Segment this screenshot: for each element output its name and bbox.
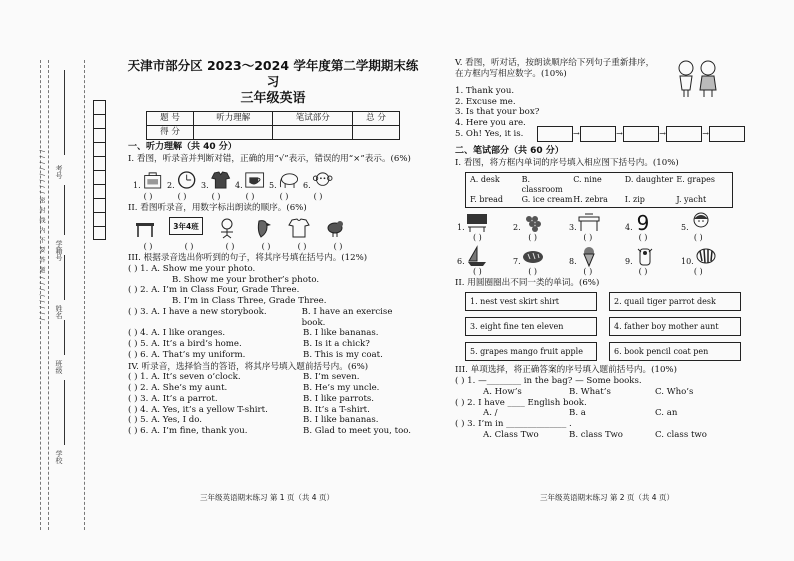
answer-blank[interactable]: ( ) xyxy=(177,192,187,202)
choice-question[interactable]: ( ) 1. —________ in the bag? — Some books. xyxy=(455,376,642,387)
picture-number: 3. xyxy=(569,222,577,232)
picture-item xyxy=(569,211,621,233)
school-line[interactable] xyxy=(64,380,65,445)
picture-number: 4. xyxy=(625,222,633,232)
option-a: ( ) 4. A. I like oranges. xyxy=(128,328,226,339)
word-option: H. zebra xyxy=(573,194,608,204)
option-a: ( ) 2. A. She’s my aunt. xyxy=(128,383,228,394)
word-group[interactable]: 6. book pencil coat pen xyxy=(609,342,741,361)
listening-q4-item[interactable] xyxy=(128,415,418,426)
listening-q4-item[interactable] xyxy=(128,394,418,405)
word-option: G. ice cream xyxy=(521,194,573,204)
page-footer-left: 三年级英语期末练习 第 1 页（共 4 页） xyxy=(200,493,334,502)
answer-blank[interactable]: ( ) xyxy=(583,232,593,242)
listening-q5-sentence: 2. Excuse me. xyxy=(455,96,516,107)
bread-icon xyxy=(521,245,545,267)
student-id-line[interactable] xyxy=(64,185,65,235)
listening-q4-item[interactable] xyxy=(128,383,418,394)
score-table xyxy=(146,111,400,140)
writing-heading: 二、笔试部分（共 60 分） xyxy=(455,145,564,156)
teacup-icon xyxy=(244,169,265,191)
answer-blank[interactable]: ( ) xyxy=(638,232,648,242)
option-a: ( ) 6. A. I’m fine, thank you. xyxy=(128,425,248,436)
word-group[interactable]: 2. quail tiger parrot desk xyxy=(609,292,741,311)
option-b: B. I like bananas. xyxy=(303,415,379,426)
tshirt-icon xyxy=(287,217,311,239)
writing-q2-instruction: II. 用圆圈圈出不同一类的单词。(6%) xyxy=(455,277,600,288)
nine-digit-icon: 9 xyxy=(636,210,650,235)
option-a: ( ) 5. A. It’s a bird’s home. xyxy=(128,339,242,350)
answer-blank[interactable]: ( ) xyxy=(225,242,235,252)
score-header-cell: 笔试部分 xyxy=(273,111,352,125)
listening-q3-item[interactable] xyxy=(128,307,418,328)
listening-q3-item[interactable] xyxy=(128,328,418,339)
daughter-icon xyxy=(689,211,713,233)
picture-number: 3. xyxy=(201,181,209,191)
picture-item xyxy=(681,245,733,267)
picture-item xyxy=(133,167,163,191)
listening-q2-pictures xyxy=(133,217,418,241)
word-option: I. zip xyxy=(624,194,645,204)
margin-dashed-line xyxy=(48,60,49,530)
option-b: B. He’s my uncle. xyxy=(303,383,380,394)
word-option: J. yacht xyxy=(676,194,707,204)
word-group[interactable]: 1. nest vest skirt shirt xyxy=(465,292,597,311)
grapes-icon xyxy=(521,211,545,233)
option-a: ( ) 4. A. Yes, it’s a yellow T-shirt. xyxy=(128,404,268,415)
listening-q4-item[interactable] xyxy=(128,426,418,437)
answer-blank[interactable]: ( ) xyxy=(333,242,343,252)
writing-q1-answers-row1 xyxy=(473,233,745,243)
picture-number: 6. xyxy=(457,256,465,266)
listening-q3-item-b: B. Show me your brother’s photo. xyxy=(172,274,320,285)
arrow-icon: → xyxy=(616,128,623,138)
listening-q4-instruction: IV. 听录音，选择恰当的答语，将其序号填入题前括号内。(6%) xyxy=(128,361,369,372)
shirt-icon xyxy=(210,169,231,191)
option-b: B. I have an exercise book. xyxy=(301,306,393,328)
listening-q3-item-b: B. I’m in Class Three, Grade Three. xyxy=(172,296,327,307)
answer-blank[interactable]: ( ) xyxy=(279,192,289,202)
label-student-id: 学籍号 xyxy=(55,240,63,261)
zip-icon xyxy=(633,245,657,267)
option-b: B. I like bananas. xyxy=(303,328,379,339)
word-option: E. grapes xyxy=(676,174,715,184)
choice-options xyxy=(455,408,745,419)
option-a: ( ) 5. A. Yes, I do. xyxy=(128,415,203,426)
listening-q2-instruction: II. 看图听录音，用数字标出朗读的顺序。(6%) xyxy=(128,203,307,214)
desk-icon xyxy=(133,217,157,239)
score-label-cell: 得 分 xyxy=(147,125,194,139)
word-option: C. nine xyxy=(573,174,602,184)
answer-blank[interactable]: ( ) xyxy=(261,242,271,252)
clock-icon xyxy=(176,169,197,191)
option-a: ( ) 1. A. It’s seven o’clock. xyxy=(128,372,241,383)
classroom-icon xyxy=(465,211,489,233)
bag-icon xyxy=(142,169,163,191)
word-group[interactable]: 5. grapes mango fruit apple xyxy=(465,342,597,361)
writing-q1-answers-row2 xyxy=(473,267,745,277)
score-header-cell: 总 分 xyxy=(352,111,399,125)
picture-number: 9. xyxy=(625,256,633,266)
score-header-cell: 题 号 xyxy=(147,111,194,125)
answer-blank[interactable]: ( ) xyxy=(143,242,153,252)
score-input-cell[interactable] xyxy=(352,125,399,139)
picture-number: 2. xyxy=(513,222,521,232)
option-b: B. I like parrots. xyxy=(303,393,375,404)
choice-question[interactable]: ( ) 2. I have ____ English book. xyxy=(455,397,587,408)
answer-blank[interactable]: ( ) xyxy=(184,242,194,252)
listening-q3-item[interactable] xyxy=(128,339,418,350)
boy-icon xyxy=(215,217,239,239)
listening-q3-item[interactable] xyxy=(128,264,418,275)
picture-item xyxy=(457,211,509,233)
odd-one-out-groups xyxy=(465,292,745,361)
bird-icon xyxy=(323,217,347,239)
word-group[interactable]: 4. father boy mother aunt xyxy=(609,317,741,336)
order-box[interactable] xyxy=(709,126,745,142)
picture-number: 2. xyxy=(167,181,175,191)
listening-heading: 一、听力理解（共 40 分） xyxy=(128,141,237,152)
listening-q5-sentence: 1. Thank you. xyxy=(455,86,515,96)
picture-number: 7. xyxy=(513,256,521,266)
ice-cream-icon xyxy=(577,245,601,267)
answer-blank[interactable]: ( ) xyxy=(297,242,307,252)
word-group[interactable]: 3. eight fine ten eleven xyxy=(465,317,597,336)
arrow-icon: → xyxy=(702,128,709,138)
score-input-cell[interactable] xyxy=(273,125,352,139)
picture-item xyxy=(513,211,565,233)
listening-q3-item[interactable] xyxy=(128,350,418,361)
label-school: 学校 xyxy=(55,450,63,464)
choice-options xyxy=(455,387,745,398)
score-header-cell: 听力理解 xyxy=(194,111,273,125)
picture-item xyxy=(235,167,265,191)
choice-option: B. What’s xyxy=(569,386,611,397)
choice-option: C. an xyxy=(655,408,678,419)
exam-subtitle: 三年级英语 xyxy=(240,91,306,107)
label-exam-number: 考号 xyxy=(55,165,63,179)
listening-q3-instruction: III. 根据录音选出你听到的句子，将其序号填在括号内。(12%) xyxy=(128,253,368,264)
option-b: B. I’m seven. xyxy=(303,372,360,383)
option-a: ( ) 1. A. Show me your photo. xyxy=(128,263,256,274)
listening-q1-answers xyxy=(133,192,418,202)
arrow-icon: → xyxy=(573,128,580,138)
answer-blank[interactable]: ( ) xyxy=(693,232,703,242)
picture-item xyxy=(303,167,333,191)
picture-item xyxy=(569,245,621,267)
choice-question[interactable]: ( ) 3. I’m in ______________ . xyxy=(455,419,572,430)
order-box[interactable] xyxy=(580,126,616,142)
listening-q5-sentence: 4. Here you are. xyxy=(455,118,526,129)
answer-blank[interactable]: ( ) xyxy=(693,266,703,276)
listening-q5-instruction: V. 看图，听对话，按朗读顺序给下列句子重新排序，在方框内写相应数字。(10%) xyxy=(455,58,655,79)
picture-item xyxy=(201,167,231,191)
picture-item xyxy=(625,211,677,233)
listening-q5-sentence: 3. Is that your box? xyxy=(455,107,540,118)
word-option: D. daughter xyxy=(624,174,674,184)
answer-blank[interactable]: ( ) xyxy=(583,266,593,276)
choice-option: B. a xyxy=(569,408,586,419)
picture-number: 6. xyxy=(303,181,311,191)
listening-q1-instruction: I. 看图，听录音并判断对错，正确的用“√”表示，错误的用“×”表示。(6%) xyxy=(128,153,411,164)
listening-q3-item[interactable] xyxy=(128,285,418,296)
desk-icon xyxy=(577,211,601,233)
picture-number: 1. xyxy=(133,181,141,191)
arrow-icon: → xyxy=(659,128,666,138)
score-input-cell[interactable] xyxy=(194,125,273,139)
class-sign-icon: 3年4班 xyxy=(169,217,203,235)
writing-q3-instruction: III. 单项选择，将正确答案的序号填入题前括号内。(10%) xyxy=(455,365,677,376)
label-class: 班级 xyxy=(55,360,63,374)
picture-item xyxy=(269,167,299,191)
right-column xyxy=(455,58,745,441)
exam-title: 天津市部分区 2023～2024 学年度第二学期期末练习 xyxy=(127,58,419,89)
class-line[interactable] xyxy=(64,320,65,355)
listening-q4-item[interactable] xyxy=(128,405,418,416)
picture-item xyxy=(625,245,677,267)
picture-number: 8. xyxy=(569,256,577,266)
writing-q1-pictures-row2 xyxy=(457,245,745,267)
choice-option: C. class two xyxy=(655,429,707,440)
page-footer-right: 三年级英语期末练习 第 2 页（共 4 页） xyxy=(540,493,674,502)
option-b: B. This is my coat. xyxy=(303,349,383,360)
binding-margin xyxy=(40,50,110,510)
seal-warning: / / / / / / / / 密 封 线 内 不 要 答 题 / / / / / / / / xyxy=(38,150,45,322)
choice-option: A. Class Two xyxy=(483,429,539,440)
word-option: B. classroom xyxy=(521,174,563,194)
picture-number: 1. xyxy=(457,222,465,232)
seat-number-grid[interactable] xyxy=(93,100,106,240)
answer-blank[interactable]: ( ) xyxy=(245,192,255,202)
picture-number: 5. xyxy=(269,181,277,191)
option-b: B. Glad to meet you, too. xyxy=(303,425,412,436)
choice-option: B. class Two xyxy=(569,429,623,440)
answer-blank[interactable]: ( ) xyxy=(143,192,153,202)
order-box[interactable] xyxy=(537,126,573,142)
choice-option: A. / xyxy=(483,408,498,419)
picture-item xyxy=(513,245,565,267)
choice-option: A. How’s xyxy=(483,386,522,397)
option-a: ( ) 2. A. I’m in Class Four, Grade Three. xyxy=(128,285,300,296)
listening-q4-item[interactable] xyxy=(128,372,418,383)
exam-number-line[interactable] xyxy=(64,70,65,155)
two-children-icon xyxy=(668,58,728,98)
option-a: ( ) 3. A. I have a new storybook. xyxy=(128,306,267,317)
picture-item xyxy=(167,167,197,191)
answer-blank[interactable]: ( ) xyxy=(313,192,323,202)
choice-option: C. Who’s xyxy=(655,386,694,397)
word-option: A. desk xyxy=(470,174,500,184)
answer-blank[interactable]: ( ) xyxy=(528,266,537,276)
picture-number: 4. xyxy=(235,181,243,191)
picture-number: 10. xyxy=(681,256,694,266)
order-box[interactable] xyxy=(623,126,659,142)
option-a: ( ) 6. A. That’s my uniform. xyxy=(128,349,246,360)
elephant-icon xyxy=(278,169,299,191)
margin-dashed-line xyxy=(84,60,85,530)
parrot-icon xyxy=(251,217,275,239)
option-b: B. Is it a chick? xyxy=(303,339,370,350)
listening-q1-pictures xyxy=(133,167,418,191)
order-boxes xyxy=(537,126,745,142)
picture-item xyxy=(681,211,733,233)
option-a: ( ) 3. A. It’s a parrot. xyxy=(128,393,218,404)
answer-blank[interactable]: ( ) xyxy=(528,232,537,242)
label-name: 姓名 xyxy=(55,305,63,319)
zebra-icon xyxy=(694,245,718,267)
listening-q5-sentence: 5. Oh! Yes, it is. xyxy=(455,128,524,139)
word-bank xyxy=(465,172,733,208)
word-option: F. bread xyxy=(470,194,503,204)
monkey-icon xyxy=(312,169,333,191)
answer-blank[interactable]: ( ) xyxy=(211,192,221,202)
answer-blank[interactable]: ( ) xyxy=(473,232,482,242)
choice-options xyxy=(455,430,745,441)
picture-number: 5. xyxy=(681,222,689,232)
listening-q2-answers xyxy=(133,242,418,252)
picture-item xyxy=(457,245,509,267)
option-b: B. It’s a T-shirt. xyxy=(303,404,370,415)
left-column xyxy=(128,58,418,437)
yacht-icon xyxy=(465,245,489,267)
answer-blank[interactable]: ( ) xyxy=(473,266,482,276)
order-box[interactable] xyxy=(666,126,702,142)
writing-q1-instruction: I. 看图，将方框内单词的序号填入相应图下括号内。(10%) xyxy=(455,157,679,168)
name-line[interactable] xyxy=(64,255,65,300)
answer-blank[interactable]: ( ) xyxy=(638,266,648,276)
writing-q1-pictures-row1 xyxy=(457,211,745,233)
